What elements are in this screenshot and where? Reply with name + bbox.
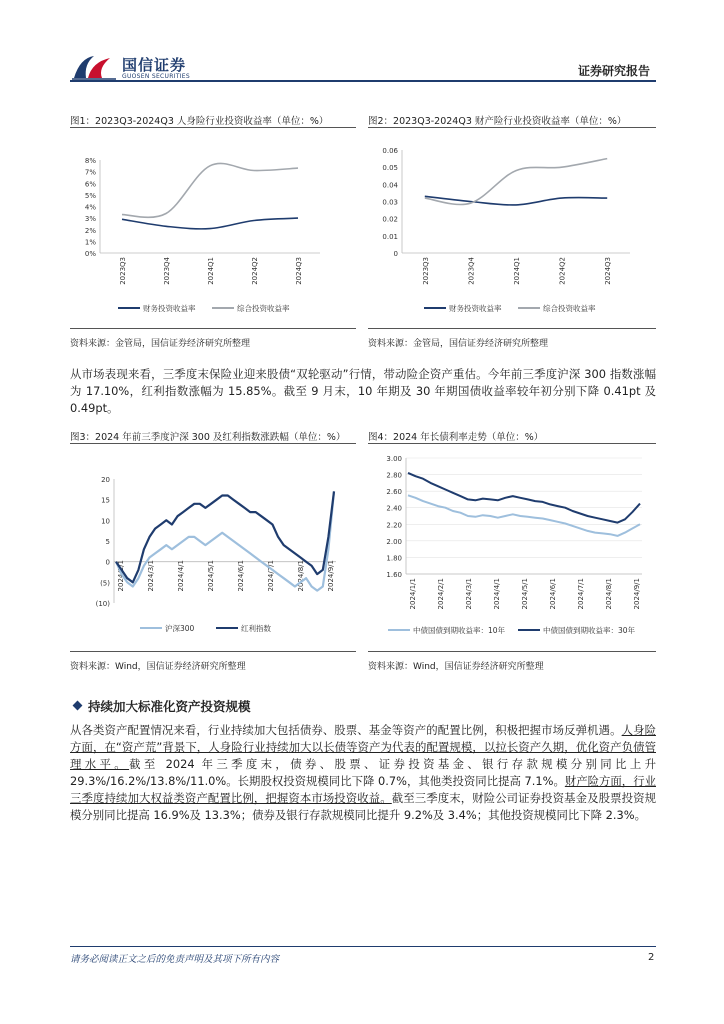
y-tick-label: 8% — [84, 157, 96, 165]
y-tick-label: 2.80 — [386, 471, 402, 480]
y-tick-label: 0.04 — [382, 181, 398, 190]
x-tick-label: 2024Q1 — [207, 257, 215, 285]
y-tick-label: 2.60 — [386, 488, 402, 497]
x-tick-label: 2024/9/1 — [327, 560, 335, 592]
page-number: 2 — [648, 952, 655, 963]
x-tick-label: 2024Q3 — [295, 257, 303, 285]
y-tick-label: (5) — [100, 579, 110, 588]
x-tick-label: 2024/7/1 — [267, 560, 275, 592]
legend-label-1: 财务投资收益率 — [143, 304, 196, 313]
x-tick-label: 2024/1/1 — [409, 578, 417, 610]
y-tick-label: 2.40 — [386, 504, 402, 513]
y-tick-label: (10) — [95, 600, 110, 608]
y-tick-label: 1.80 — [386, 554, 402, 563]
x-tick-label: 2023Q4 — [467, 257, 476, 285]
y-tick-label: 7% — [84, 168, 96, 177]
y-tick-label: 6% — [84, 180, 96, 189]
figure-4-rule — [368, 443, 656, 444]
figure-3-source: 资料来源：Wind，国信证券经济研究所整理 — [70, 662, 246, 672]
figure-2-bottom-rule — [368, 328, 656, 329]
x-tick-label: 2024/8/1 — [605, 578, 613, 610]
x-tick-label: 2024/4/1 — [493, 578, 501, 610]
y-tick-label: 1% — [84, 238, 96, 247]
y-tick-label: 0.02 — [382, 215, 398, 224]
y-tick-label: 0.06 — [382, 147, 398, 155]
x-tick-label: 2024/9/1 — [633, 578, 641, 610]
figure-1-bottom-rule — [70, 328, 356, 329]
y-tick-label: 0.05 — [382, 164, 398, 173]
x-tick-label: 2024/5/1 — [521, 578, 529, 610]
x-tick-label: 2024Q2 — [251, 257, 259, 285]
report-type: 证券研究报告 — [578, 64, 651, 78]
x-tick-label: 2024/6/1 — [237, 560, 245, 592]
series-line-2 — [408, 473, 640, 523]
x-tick-label: 2023Q3 — [119, 257, 127, 285]
y-tick-label: 3.00 — [386, 455, 402, 463]
property-insurance-highlight: 财产险方面，行业三季度持续加大权益类资产配置比例，把握资本市场投资收益。 — [70, 774, 656, 805]
y-tick-label: 10 — [101, 517, 110, 526]
figure-2-source: 资料来源：金管局，国信证券经济研究所整理 — [368, 339, 549, 349]
x-tick-label: 2024/2/1 — [437, 578, 445, 610]
y-tick-label: 2.20 — [386, 521, 402, 530]
x-tick-label: 2024Q1 — [513, 257, 521, 285]
x-tick-label: 2024/3/1 — [465, 578, 473, 610]
header-rule — [70, 80, 656, 82]
paragraph-allocation — [70, 722, 656, 824]
figure-1-source: 资料来源：金管局，国信证券经济研究所整理 — [70, 339, 251, 349]
legend-label-2: 综合投资收益率 — [237, 304, 290, 313]
x-tick-label: 2023Q4 — [163, 257, 171, 285]
footer-rule — [70, 946, 656, 947]
legend-label-1: 沪深300 — [165, 624, 195, 633]
y-tick-label: 5 — [105, 538, 110, 546]
x-tick-label: 2024/8/1 — [297, 560, 305, 592]
y-tick-label: 20 — [101, 476, 110, 484]
section-title: 持续加大标准化资产投资规模 — [88, 699, 251, 714]
life-insurance-highlight: 人身险方面，在“资产荒”背景下，人身险行业持续加大以长债等资产为代表的配置规模，以拉长资产久期，优化资产负债管理水平。 — [70, 723, 656, 771]
property-insurance-detail: 截至三季度末，财险公司证券投资基金及股票投资规模分别同比提高 16.9%及 13.3%；债券及银行存款规模同比提升 9.2%及 3.4%；其他投资规模同比下降 2.3%。 — [70, 791, 656, 822]
figure-3-chart — [70, 448, 360, 643]
y-tick-label: 15 — [101, 496, 110, 505]
figure-2-rule — [368, 127, 656, 128]
figure-3-bottom-rule — [70, 651, 356, 652]
y-tick-label: 1.60 — [386, 571, 402, 579]
legend-label-1: 财务投资收益率 — [449, 304, 502, 313]
y-tick-label: 0 — [105, 558, 110, 567]
figure-4-bottom-rule — [368, 651, 656, 652]
x-tick-label: 2024/1/1 — [117, 560, 125, 592]
figure-3-title: 图3：2024 年前三季度沪深 300 及红利指数涨跌幅（单位：%） — [70, 432, 346, 443]
footer-disclaimer: 请务必阅读正文之后的免责声明及其项下所有内容 — [70, 954, 280, 965]
x-tick-label: 2024/6/1 — [549, 578, 557, 610]
y-tick-label: 4% — [84, 203, 96, 212]
x-tick-label: 2024Q2 — [558, 257, 567, 285]
x-tick-label: 2023Q3 — [421, 257, 430, 285]
series-line-1 — [122, 218, 298, 229]
legend-label-2: 综合投资收益率 — [543, 304, 596, 313]
figure-4-title: 图4：2024 年长债利率走势（单位：%） — [368, 432, 544, 443]
figure-1-title: 图1：2023Q3-2024Q3 人身险行业投资收益率（单位：%） — [70, 116, 329, 127]
x-tick-label: 2024/4/1 — [177, 560, 185, 592]
figure-4-source: 资料来源：Wind，国信证券经济研究所整理 — [368, 662, 544, 672]
figure-1-rule — [70, 127, 356, 128]
y-tick-label: 2% — [84, 226, 96, 235]
section-bullet-icon — [73, 701, 83, 711]
legend-label-2: 中债国债到期收益率：30年 — [543, 626, 636, 635]
y-tick-label: 0 — [393, 250, 398, 258]
figure-4-chart — [368, 448, 658, 643]
x-tick-label: 2024Q3 — [604, 257, 613, 285]
series-line-2 — [122, 163, 298, 217]
y-tick-label: 2.00 — [386, 537, 402, 546]
legend-label-2: 红利指数 — [241, 624, 271, 633]
figure-3-rule — [70, 443, 356, 444]
legend-label-1: 中债国债到期收益率：10年 — [413, 626, 506, 635]
allocation-intro: 从各类资产配置情况来看，行业持续加大包括债券、股票、基金等资产的配置比例，积极把握市场反弹机遇。 — [70, 723, 622, 737]
y-tick-label: 0% — [84, 250, 96, 258]
guosen-logo-icon — [70, 52, 118, 82]
x-tick-label: 2024/7/1 — [577, 578, 585, 610]
logo-en: GUOSEN SECURITIES — [122, 73, 191, 80]
y-tick-label: 5% — [84, 191, 96, 200]
series-line-1 — [408, 495, 640, 536]
life-insurance-detail: 截至 2024 年三季度末，债券、股票、证券投资基金、银行存款规模分别同比上升 29.3%/16.2%/13.8%/11.0%。长期股权投资规模同比下降 0.7%，其他类投资同比提高 7.1%。 — [70, 757, 656, 788]
x-tick-label: 2024/3/1 — [147, 560, 155, 592]
logo-cn: 国信证券 — [122, 56, 187, 74]
y-tick-label: 0.03 — [382, 198, 398, 207]
figure-2-title: 图2：2023Q3-2024Q3 财产险行业投资收益率（单位：%） — [368, 116, 627, 127]
paragraph-market: 从市场表现来看，三季度末保险业迎来股债“双轮驱动”行情，带动险企资产重估。今年前三季度沪深 300 指数涨幅为 17.10%，红利指数涨幅为 15.85%。截至 9 月末，10 年期及 30 年期国债收益率较年初分别下降 0.41pt 及 0.49pt。 — [70, 367, 656, 415]
y-tick-label: 0.01 — [382, 232, 398, 241]
y-tick-label: 3% — [84, 215, 96, 224]
figure-2-chart — [368, 130, 658, 325]
figure-1-chart — [70, 130, 360, 325]
x-tick-label: 2024/5/1 — [207, 560, 215, 592]
